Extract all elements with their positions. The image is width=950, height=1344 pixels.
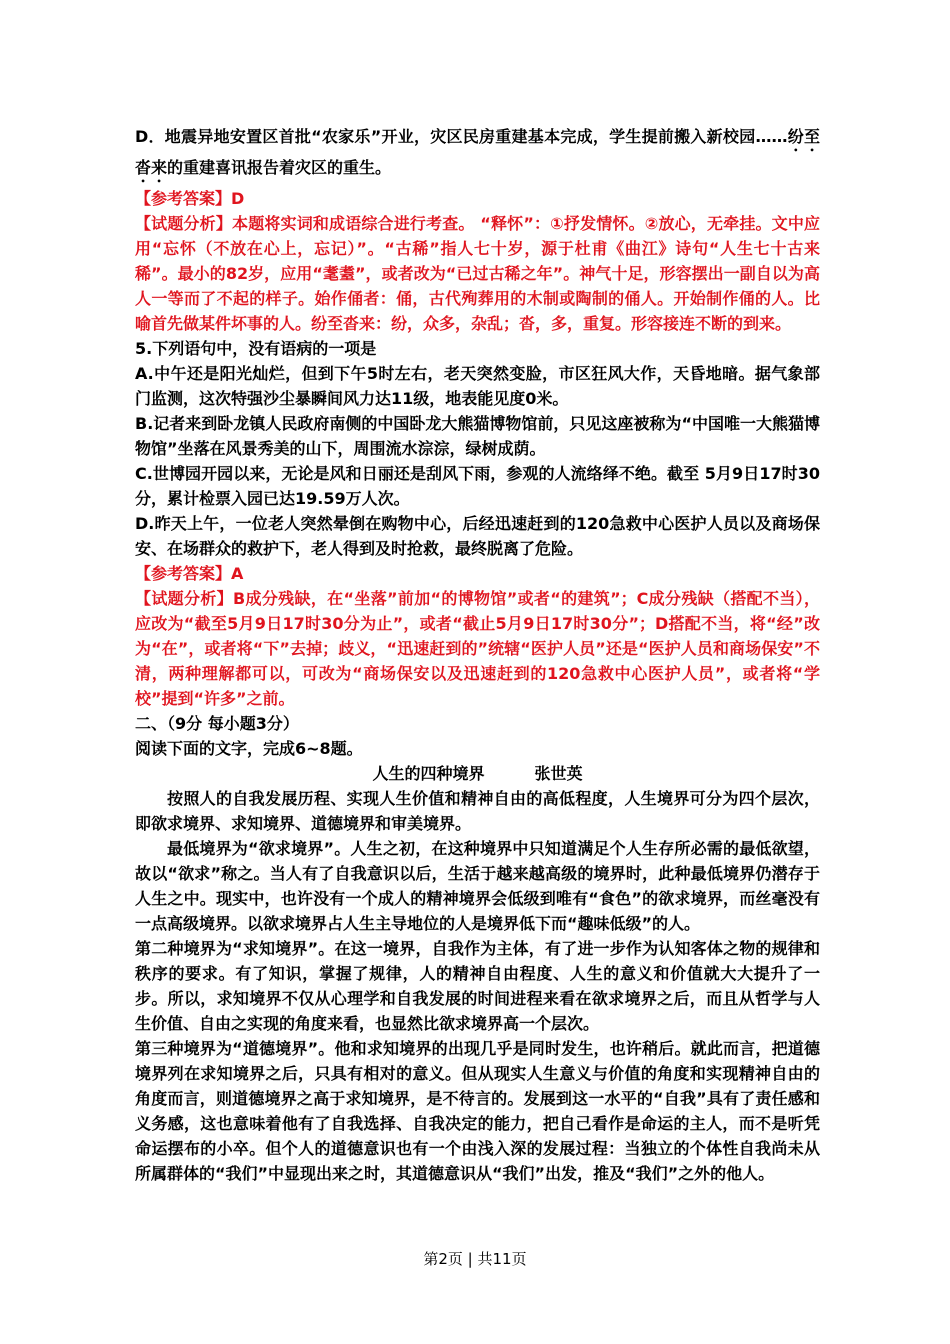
document-content <box>135 124 820 1186</box>
page-footer: 第2页 | 共11页 <box>423 1250 527 1268</box>
analysis-1: 【试题分析】本题将实词和成语综合进行考查。 “释怀”：①抒发情怀。②放心，无牵挂。文中应用“忘怀（不放在心上，忘记）”。“古稀”指人七十岁，源于杜甫《曲江》诗句“人生七十古来稀”。最小的82岁，应用“耄耋”，或者改为“已过古稀之年”。神气十足，形容摆出一副自以为高人一等而了不起的样子。始作俑者：俑，古代殉葬用的木制或陶制的俑人。开始制作俑的人。比喻首先做某件坏事的人。纷至沓来：纷，众多，杂乱；沓，多，重复。形容接连不断的到来。 <box>135 214 820 333</box>
reference-answer-1: 【参考答案】D <box>135 189 245 208</box>
question-5-option-d: D.昨天上午，一位老人突然晕倒在购物中心，后经迅速赶到的120急救中心医护人员以及商场保安、在场群众的救护下，老人得到及时抢救，最终脱离了危险。 <box>135 514 820 558</box>
question-5: 5.下列语句中，没有语病的一项是 <box>135 339 377 358</box>
essay-author: 张世英 <box>534 764 583 783</box>
essay-paragraph-2: 最低境界为“欲求境界”。人生之初，在这种境界中只知道满足个人生存所必需的最低欲望，故以“欲求”称之。当人有了自我意识以后，生活于越来越高级的境界时，此种最低境界仍潜存于人生之中。现实中，也许没有一个成人的精神境界会低级到唯有“食色”的欲求境界，而丝毫没有一点高级境界。以欲求境界占人生主导地位的人是境界低下而“趣味低级”的人。 <box>135 839 820 933</box>
question-5-option-a: A.中午还是阳光灿烂，但到下午5时左右，老天突然变脸，市区狂风大作，天昏地暗。据气象部门监测，这次特强沙尘暴瞬间风力达11级，地表能见度0米。 <box>135 364 820 408</box>
essay-heading <box>135 761 820 786</box>
option-d <box>135 124 820 186</box>
question-5-option-c: C.世博园开园以来，无论是风和日丽还是刮风下雨，参观的人流络绎不绝。截至 5月9日17时30分，累计检票入园已达19.59万人次。 <box>135 464 820 508</box>
option-d-line1: D．地震异地安置区首批“农家乐”开业，灾区民房重建基本完成，学生提前搬入新校园…… <box>135 127 788 146</box>
essay-paragraph-1: 按照人的自我发展历程、实现人生价值和精神自由的高低程度，人生境界可分为四个层次，即欲求境界、求知境界、道德境界和审美境界。 <box>135 789 820 833</box>
essay-title: 人生的四种境界 <box>372 764 485 783</box>
reference-answer-2: 【参考答案】A <box>135 564 244 583</box>
reading-instruction: 阅读下面的文字，完成6~8题。 <box>135 739 363 758</box>
analysis-2: 【试题分析】B成分残缺，在“坐落”前加“的博物馆”或者“的建筑”；C成分残缺（搭配不当），应改为“截至5月9日17时30分为止”，或者“截止5月9日17时30分”；D搭配不当，将“经”改为“在”，或者将“下”去掉；歧义，“迅速赶到的”统辖“医护人员”还是“医护人员和商场保安”不清，两种理解都可以，可改为“商场保安以及迅速赶到的120急救中心医护人员”，或者将“学校”提到“许多”之前。 <box>135 589 820 708</box>
option-d-line2: 的重建喜讯报告着灾区的重生。 <box>167 158 392 177</box>
essay-paragraph-3: 第二种境界为“求知境界”。在这一境界，自我作为主体，有了进一步作为认知客体之物的规律和秩序的要求。有了知识，掌握了规律，人的精神自由程度、人生的意义和价值就大大提升了一步。所以，求知境界不仅从心理学和自我发展的时间进程来看在欲求境界之后，而且从哲学与人生价值、自由之实现的角度来看，也显然比欲求境界高一个层次。 <box>135 939 820 1033</box>
question-5-option-b: B.记者来到卧龙镇人民政府南侧的中国卧龙大熊猫博物馆前，只见这座被称为“中国唯一大熊猫博物馆”坐落在风景秀美的山下，周围流水淙淙，绿树成荫。 <box>135 414 820 458</box>
option-d-marked-idiom: 纷至沓来 <box>135 127 820 177</box>
section-heading: 二、（9分 每小题3分） <box>135 714 299 733</box>
essay-paragraph-4: 第三种境界为“道德境界”。他和求知境界的出现几乎是同时发生，也许稍后。就此而言，把道德境界列在求知境界之后，只具有相对的意义。但从现实人生意义与价值的角度和实现精神自由的角度而言，则道德境界之高于求知境界，是不待言的。发展到这一水平的“自我”具有了责任感和义务感，这也意味着他有了自我选择、自我决定的能力，把自己看作是命运的主人，而不是听凭命运摆布的小卒。但个人的道德意识也有一个由浅入深的发展过程：当独立的个体性自我尚未从所属群体的“我们”中显现出来之时，其道德意识从“我们”出发，推及“我们”之外的他人。 <box>135 1039 820 1183</box>
